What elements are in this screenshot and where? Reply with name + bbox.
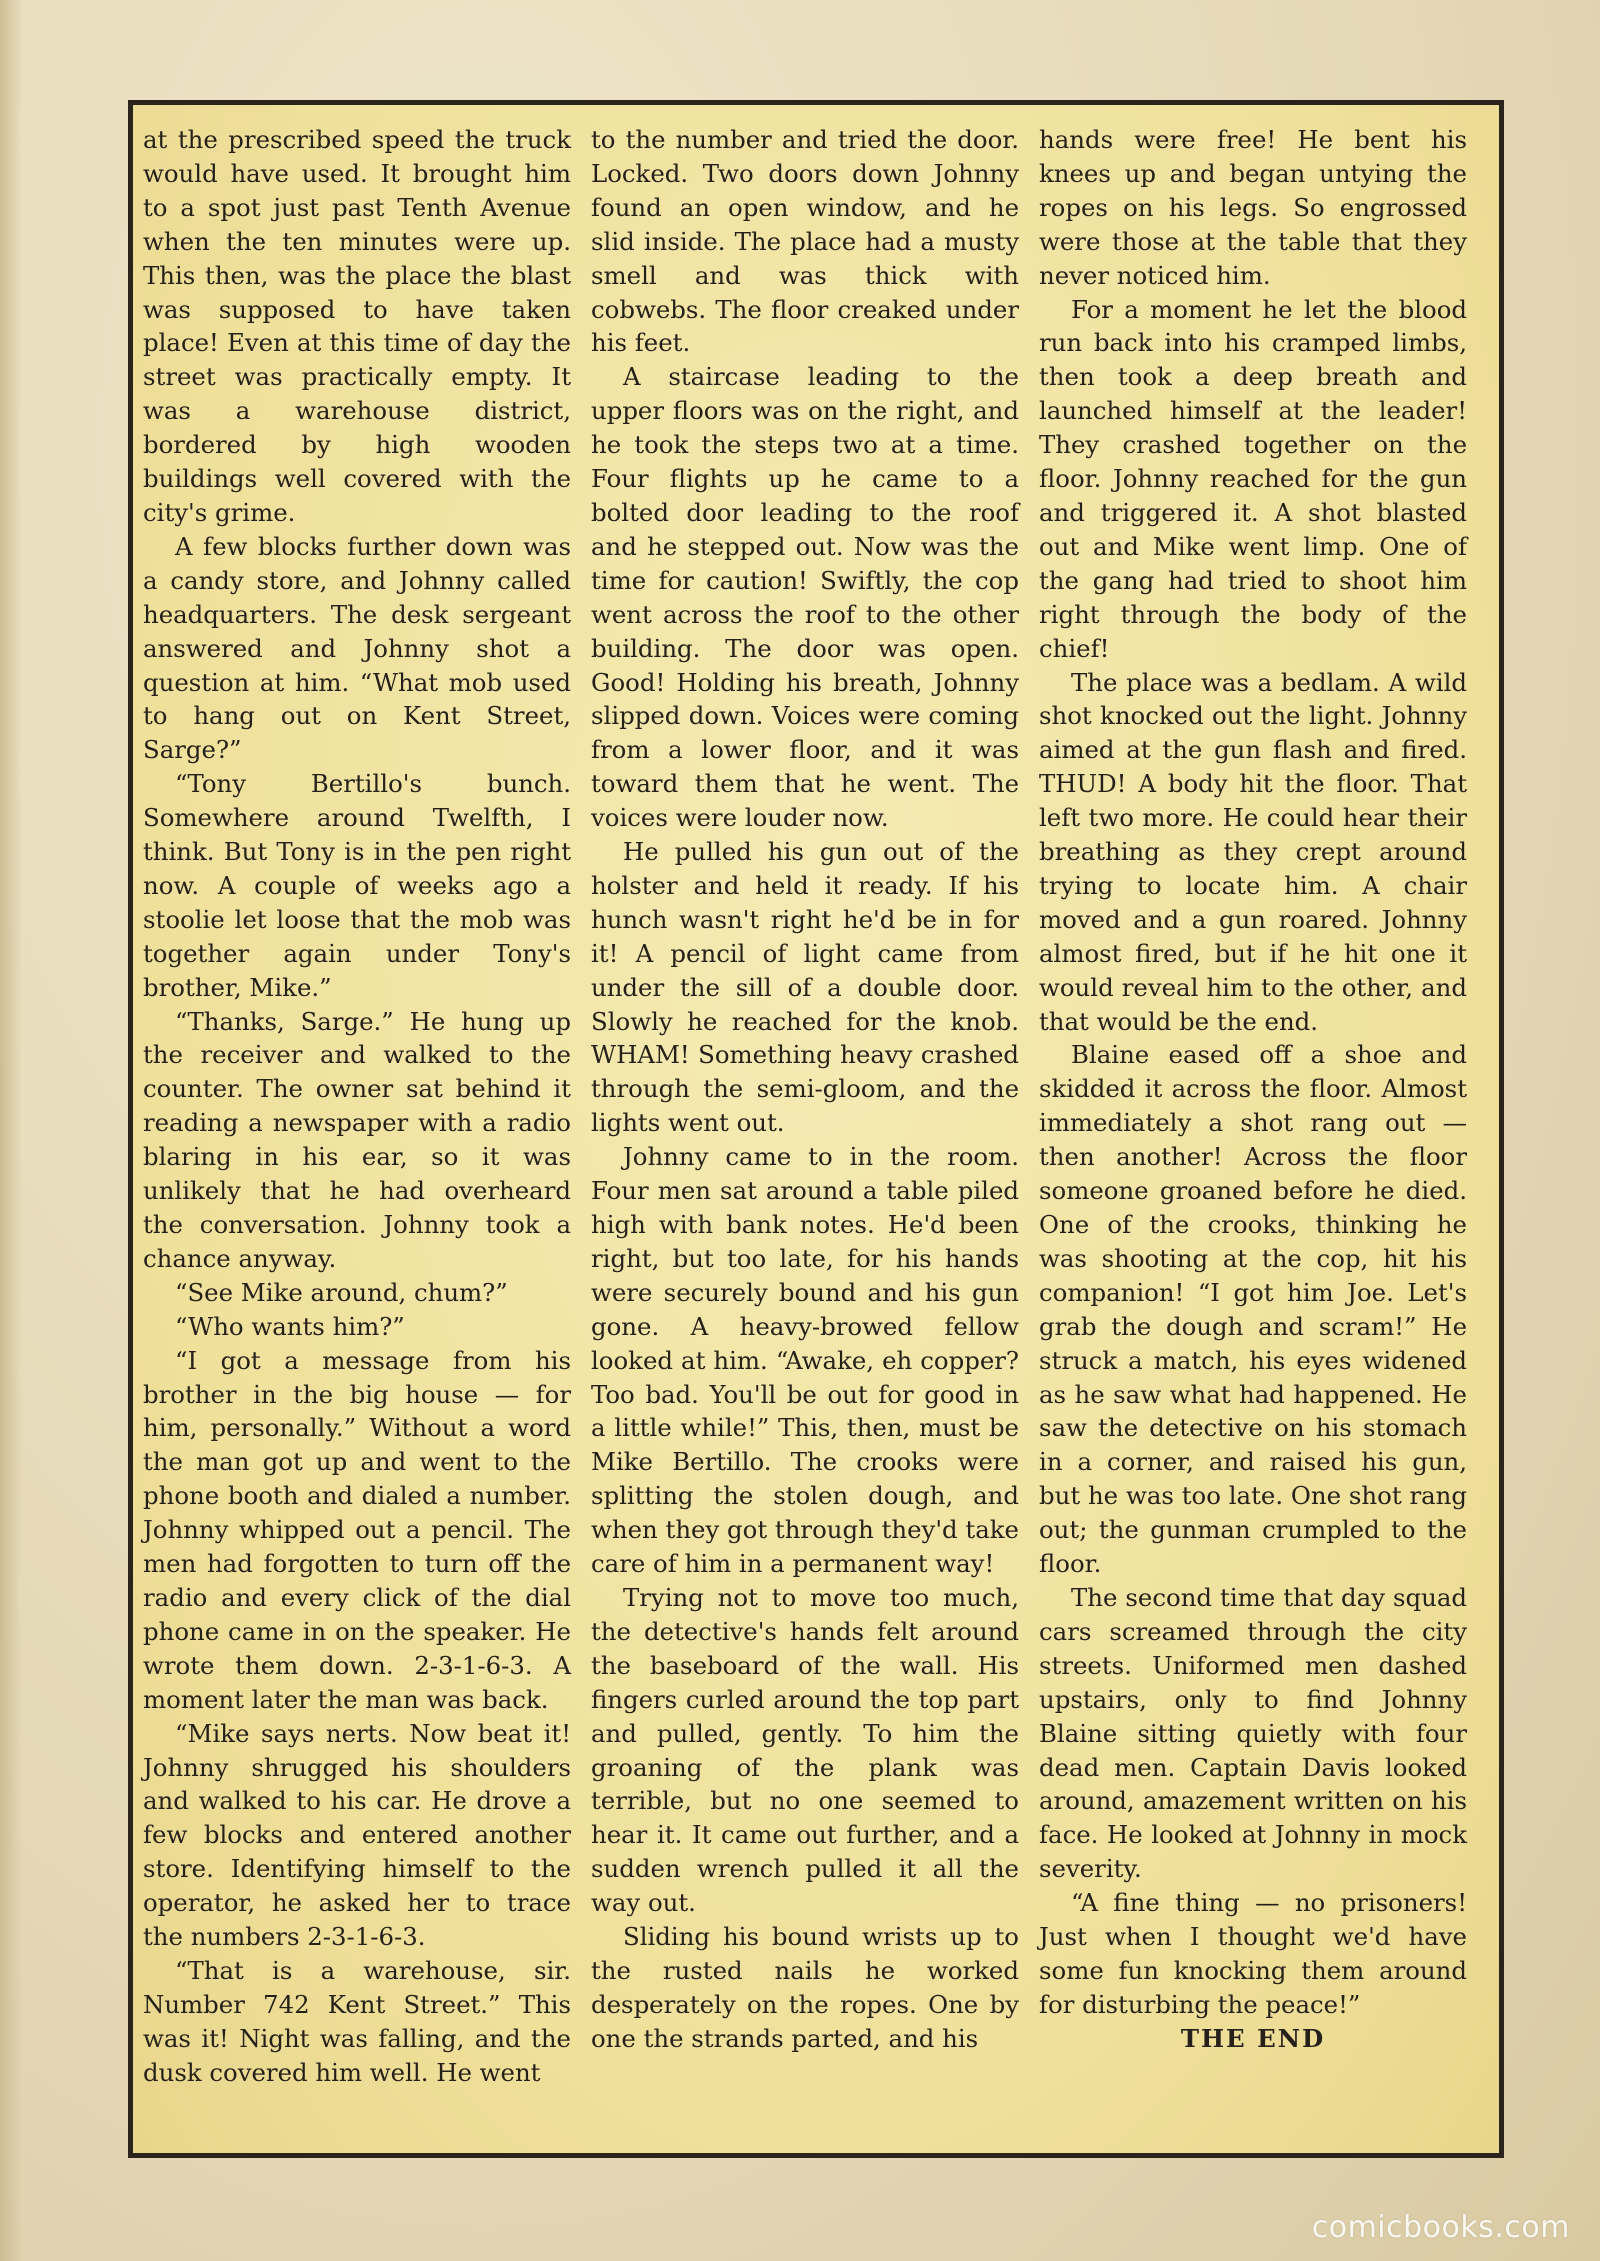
page-edge-shadow [0,0,22,2261]
paragraph: “See Mike around, chum?” [175,1277,508,1307]
paragraph: For a moment he let the blood run back into his cramped limbs, then took a deep breath and launched himself at the leader! They crashed together on the floor. Johnny reached for the gun and triggered it. A shot blasted out and Mike went limp. One of the gang had tried to shoot him right through the body of the chief! [1039,294,1467,663]
paragraph: Johnny came to in the room. Four men sat around a table piled high with bank notes. He'd been right, but too late, for his hands were securely bound and his gun gone. A heavy-browed fellow looked at him. “Awake, eh copper? Too bad. You'll be out for good in a little while!” This, then, must be Mike Bertillo. The crooks were splitting the stolen dough, and when they got through they'd take care of him in a permanent way! [591,1142,1019,1579]
site-watermark: comicbooks.com [1311,2210,1570,2245]
paragraph: at the prescribed speed the truck would have used. It brought him to a spot just past Tenth Avenue when the ten minutes were up. This then, was the place the blast was supposed to have taken place! Even at this time of day the street was practically empty. It was a warehouse district, bordered by high wooden buildings well covered with the city's grime. [143,125,571,527]
paragraph: A few blocks further down was a candy store, and Johnny called headquarters. The desk sergeant answered and Johnny shot a question at him. “What mob used to hang out on Kent Street, Sarge?” [143,531,571,765]
paragraph: “That is a warehouse, sir. Number 742 Kent Street.” This was it! Night was falling, and the dusk covered him well. He went [143,1955,571,2087]
paragraph: The second time that day squad cars screamed through the city streets. Uniformed men dashed upstairs, only to find Johnny Blaine sitting quietly with four dead men. Captain Davis looked around, amazement written on his face. He looked at Johnny in mock severity. [1039,1582,1467,1884]
paragraph: Trying not to move too much, the detective's hands felt around the baseboard of the wall. His fingers curled around the top part and pulled, gently. To him the groaning of the plank was terrible, but no one seemed to hear it. It came out further, and a sudden wrench pulled it all the way out. [591,1582,1019,1918]
paragraph: “Mike says nerts. Now beat it! Johnny shrugged his shoulders and walked to his car. He drove a few blocks and entered another store. Identifying himself to the operator, he asked her to trace the numbers 2-3-1-6-3. [143,1718,571,1952]
paragraph: “Tony Bertillo's bunch. Somewhere around Twelfth, I think. But Tony is in the pen right now. A couple of weeks ago a stoolie let loose that the mob was together again under Tony's brother, Mike.” [143,769,571,1002]
paragraph: Sliding his bound wrists up to the rusted nails he worked desperately on the ropes. One by one the strands parted, and his [591,1922,1019,2053]
text-column-1 [143,123,571,2090]
text-column-2 [591,123,1019,2056]
story-text-frame [128,100,1504,2158]
paragraph: He pulled his gun out of the holster and held it ready. If his hunch wasn't right he'd be in for it! A pencil of light came from under the sill of a double door. Slowly he reached for the knob. WHAM! Something heavy crashed through the semi-gloom, and the lights went out. [591,837,1019,1138]
paragraph: The place was a bedlam. A wild shot knocked out the light. Johnny aimed at the gun flash and fired. THUD! A body hit the floor. That left two more. He could hear their breathing as they crept around trying to locate him. A chair moved and a gun roared. Johnny almost fired, but if he hit one it would reveal him to the other, and that would be the end. [1039,667,1467,1036]
paragraph: “Thanks, Sarge.” He hung up the receiver and walked to the counter. The owner sat behind it reading a newspaper with a radio blaring in his ear, so it was unlikely that he had overheard the conversation. Johnny took a chance anyway. [143,1006,571,1273]
paragraph: “A fine thing — no prisoners! Just when I thought we'd have some fun knocking them around for disturbing the peace!” [1039,1888,1467,2019]
paragraph: “I got a message from his brother in the big house — for him, personally.” Without a word the man got up and went to the phone booth and dialed a number. Johnny whipped out a pencil. The men had forgotten to turn off the radio and every click of the dial phone came in on the speaker. He wrote them down. 2-3-1-6-3. A moment later the man was back. [143,1345,571,1714]
paragraph: Blaine eased off a shoe and skidded it across the floor. Almost immediately a shot rang out — then another! Across the floor someone groaned before he died. One of the crooks, thinking he was shooting at the cop, hit his companion! “I got him Joe. Let's grab the dough and scram!” He struck a match, his eyes widened as he saw what had happened. He saw the detective on his stomach in a corner, and raised his gun, but he was too late. One shot rang out; the gunman crumpled to the floor. [1039,1040,1467,1579]
paragraph: “Who wants him?” [175,1311,405,1341]
paragraph: hands were free! He bent his knees up and began untying the ropes on his legs. So engrossed were those at the table that they never noticed him. [1039,125,1467,290]
text-column-3 [1039,123,1467,2056]
the-end-label: THE END [1180,2023,1326,2053]
paragraph: A staircase leading to the upper floors was on the right, and he took the steps two at a time. Four flights up he came to a bolted door leading to the roof and he stepped out. Now was the time for caution! Swiftly, the cop went across the roof to the other building. The door was open. Good! Holding his breath, Johnny slipped down. Voices were coming from a lower floor, and it was toward them that he went. The voices were louder now. [591,362,1019,833]
paragraph: to the number and tried the door. Locked. Two doors down Johnny found an open window, and he slid inside. The place had a musty smell and was thick with cobwebs. The floor creaked under his feet. [591,125,1019,358]
